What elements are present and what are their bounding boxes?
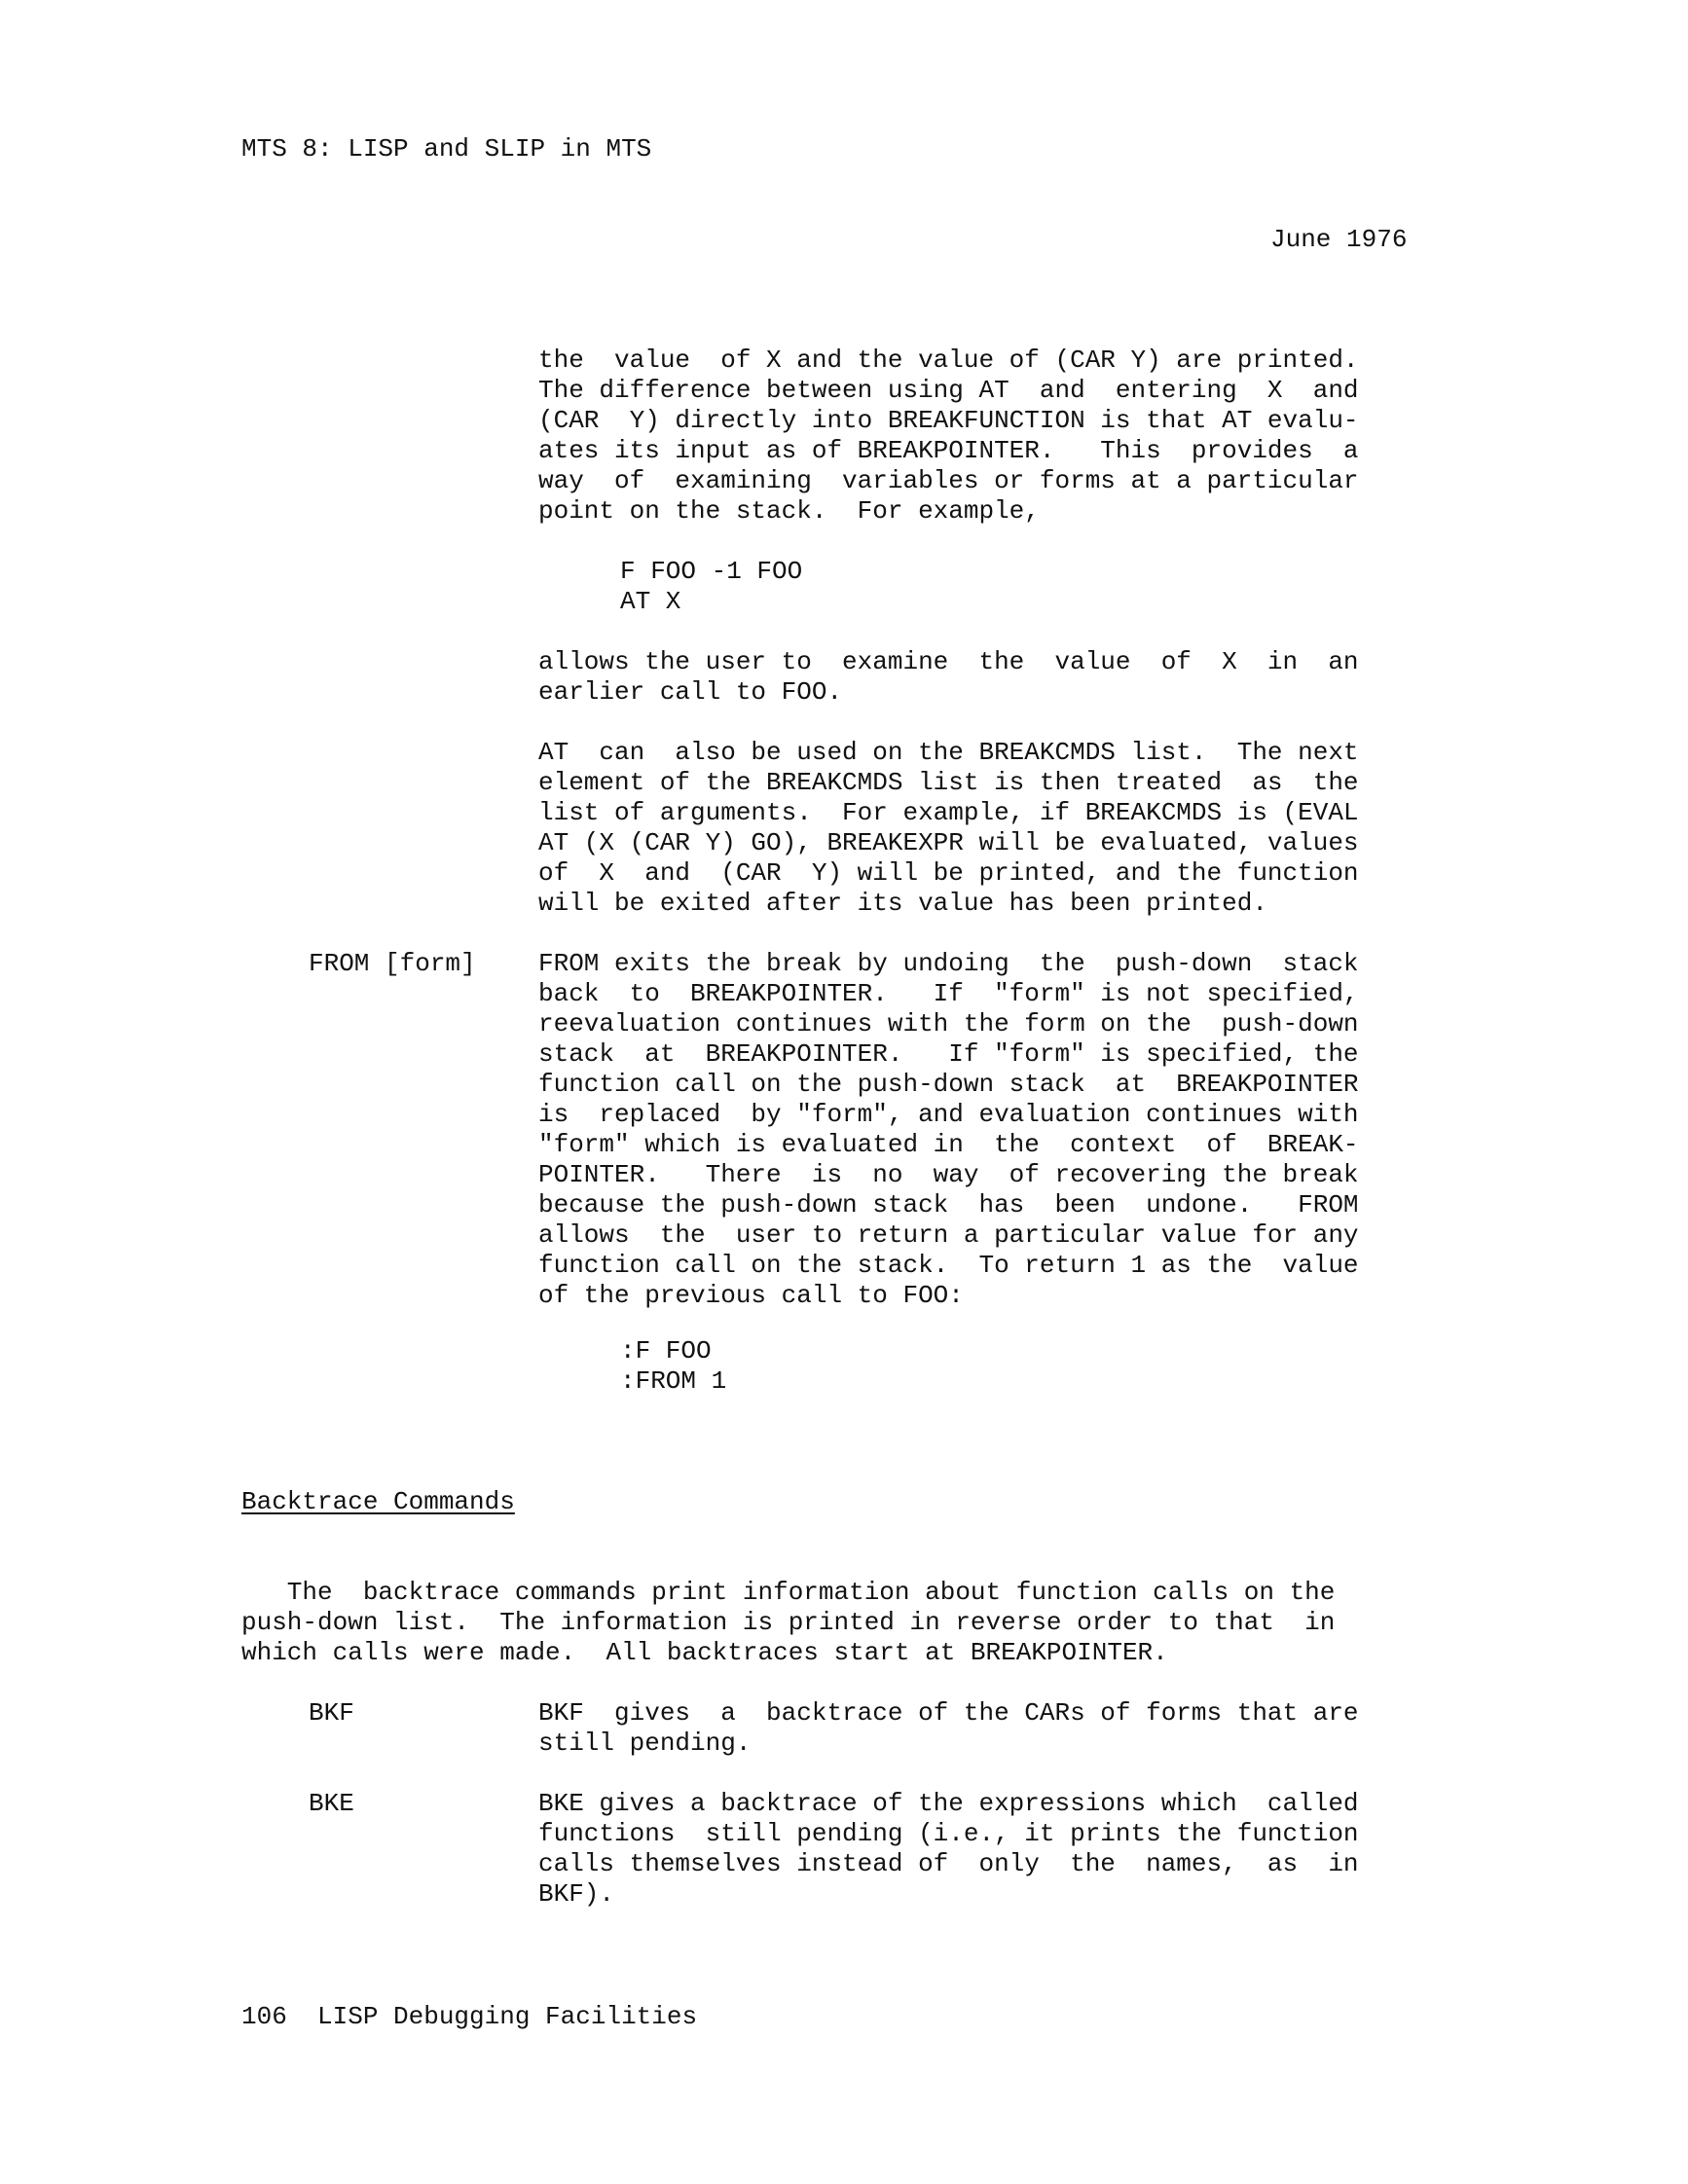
running-header-title: MTS 8: LISP and SLIP in MTS (241, 134, 652, 164)
text-line: ates its input as of BREAKPOINTER. This provides a (538, 436, 1359, 465)
text-line: The backtrace commands print information about function calls on the (241, 1578, 1336, 1607)
code-line: :FROM 1 (620, 1366, 727, 1396)
from-example-code (620, 1336, 726, 1397)
from-command-description (538, 949, 1359, 1311)
text-line: list of arguments. For example, if BREAKCMDS is (EVAL (538, 798, 1359, 827)
text-line: push-down list. The information is printed in reverse order to that in (241, 1608, 1336, 1637)
text-line: element of the BREAKCMDS list is then treated as the (538, 768, 1359, 797)
text-line: AT (X (CAR Y) GO), BREAKEXPR will be evaluated, values (538, 828, 1359, 857)
text-line: functions still pending (i.e., it prints the function (538, 1819, 1359, 1848)
text-line: still pending. (538, 1729, 752, 1758)
text-line: (CAR Y) directly into BREAKFUNCTION is that AT evalu- (538, 406, 1359, 435)
section-heading: Backtrace Commands (241, 1487, 515, 1516)
bke-command-description (538, 1789, 1359, 1910)
code-line: AT X (620, 587, 681, 616)
at-example-code (620, 557, 802, 617)
running-header-date: June 1976 (1270, 225, 1408, 254)
text-line: function call on the push-down stack at BREAKPOINTER (538, 1070, 1359, 1099)
text-line: stack at BREAKPOINTER. If "form" is specified, the (538, 1039, 1359, 1069)
text-line: "form" which is evaluated in the context of BREAK- (538, 1130, 1359, 1159)
text-line: The difference between using AT and entering X and (538, 376, 1359, 405)
page-footer: 106 LISP Debugging Facilities (241, 2002, 698, 2031)
text-line: because the push-down stack has been undone. FROM (538, 1190, 1359, 1219)
text-line: of X and (CAR Y) will be printed, and the function (538, 858, 1359, 888)
bkf-command-term: BKF (309, 1698, 354, 1728)
from-command-term: FROM [form] (309, 949, 476, 978)
at-example-explanation (538, 647, 1359, 708)
text-line: function call on the stack. To return 1 as the value (538, 1251, 1359, 1280)
backtrace-intro-paragraph (241, 1578, 1335, 1668)
text-line: point on the stack. For example, (538, 496, 1040, 526)
code-line: :F FOO (620, 1336, 712, 1365)
text-line: BKF). (538, 1879, 615, 1909)
text-line: AT can also be used on the BREAKCMDS list. The next (538, 738, 1359, 767)
text-line: way of examining variables or forms at a particular (538, 466, 1359, 495)
text-line: BKE gives a backtrace of the expressions which called (538, 1789, 1359, 1818)
text-line: allows the user to examine the value of X in an (538, 647, 1359, 676)
text-line: POINTER. There is no way of recovering the break (538, 1160, 1359, 1189)
code-line: F FOO -1 FOO (620, 557, 803, 586)
text-line: calls themselves instead of only the names, as in (538, 1849, 1359, 1878)
bke-command-term: BKE (309, 1789, 354, 1818)
text-line: FROM exits the break by undoing the push-down stack (538, 949, 1359, 978)
text-line: back to BREAKPOINTER. If "form" is not specified, (538, 979, 1359, 1008)
at-breakcmds-paragraph (538, 738, 1359, 919)
text-line: will be exited after its value has been printed. (538, 889, 1267, 918)
text-line: BKF gives a backtrace of the CARs of forms that are (538, 1698, 1359, 1728)
text-line: of the previous call to FOO: (538, 1281, 964, 1310)
text-line: allows the user to return a particular value for any (538, 1220, 1359, 1250)
text-line: which calls were made. All backtraces start at BREAKPOINTER. (241, 1638, 1168, 1667)
text-line: reevaluation continues with the form on the push-down (538, 1009, 1359, 1038)
text-line: is replaced by "form", and evaluation continues with (538, 1100, 1359, 1129)
bkf-command-description (538, 1698, 1359, 1759)
text-line: earlier call to FOO. (538, 677, 843, 707)
at-description-paragraph (538, 346, 1359, 527)
text-line: the value of X and the value of (CAR Y) are printed. (538, 346, 1359, 375)
